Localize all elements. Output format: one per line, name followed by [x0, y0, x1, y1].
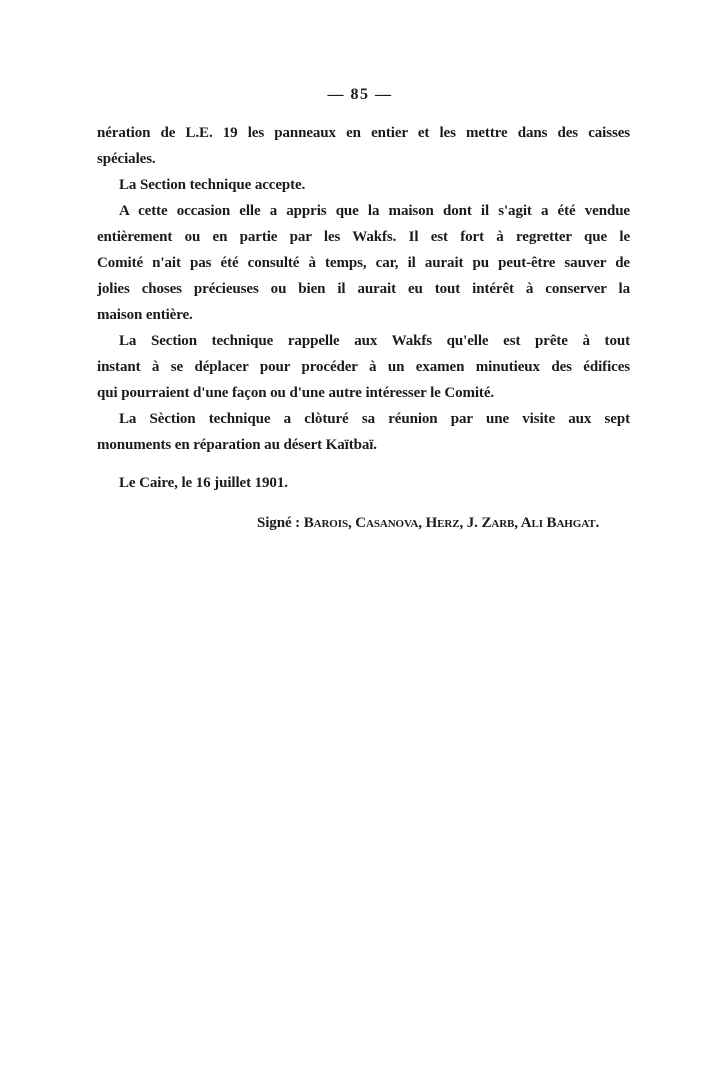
text-block — [97, 120, 630, 536]
text-line: maison entière. — [97, 307, 193, 323]
paragraph-continuation — [97, 120, 630, 172]
text-line: instant à se déplacer pour procéder à un examen minutieux des édifices — [97, 359, 630, 375]
text-line: La Section technique rappelle aux Wakfs qu'elle est prête à tout — [119, 333, 630, 349]
text-line: nération de L.E. 19 les panneaux en entier et les mettre dans des caisses — [97, 125, 630, 141]
dateline: Le Caire, le 16 juillet 1901. — [119, 475, 288, 491]
paragraph-occasion — [97, 198, 630, 328]
paragraph-cloture — [97, 406, 630, 458]
page-number: — 85 — — [327, 86, 393, 103]
text-line: La Sèction technique a clòturé sa réunion par une visite aux sept — [119, 411, 630, 427]
text-line: monuments en réparation au désert Kaïtbaï. — [97, 437, 377, 453]
text-line: La Section technique accepte. — [119, 177, 306, 193]
signature-prefix: Signé : — [257, 515, 304, 531]
paragraph-accepte — [97, 172, 630, 198]
text-line: qui pourraient d'une façon ou d'une autre intéresser le Comité. — [97, 385, 495, 401]
text-line: A cette occasion elle a appris que la maison dont il s'agit a été vendue — [119, 203, 630, 219]
text-line: spéciales. — [97, 151, 156, 167]
signature-line — [97, 510, 630, 536]
signature-names: Barois, Casanova, Herz, J. Zarb, Ali Bahgat. — [303, 515, 600, 531]
text-line: entièrement ou en partie par les Wakfs. Il est fort à regretter que le — [97, 229, 630, 245]
text-line: jolies choses précieuses ou bien il aurait eu tout intérêt à conserver la — [97, 281, 630, 297]
text-line: Comité n'ait pas été consulté à temps, car, il aurait pu peut-être sauver de — [97, 255, 630, 271]
paragraph-rappelle — [97, 328, 630, 406]
